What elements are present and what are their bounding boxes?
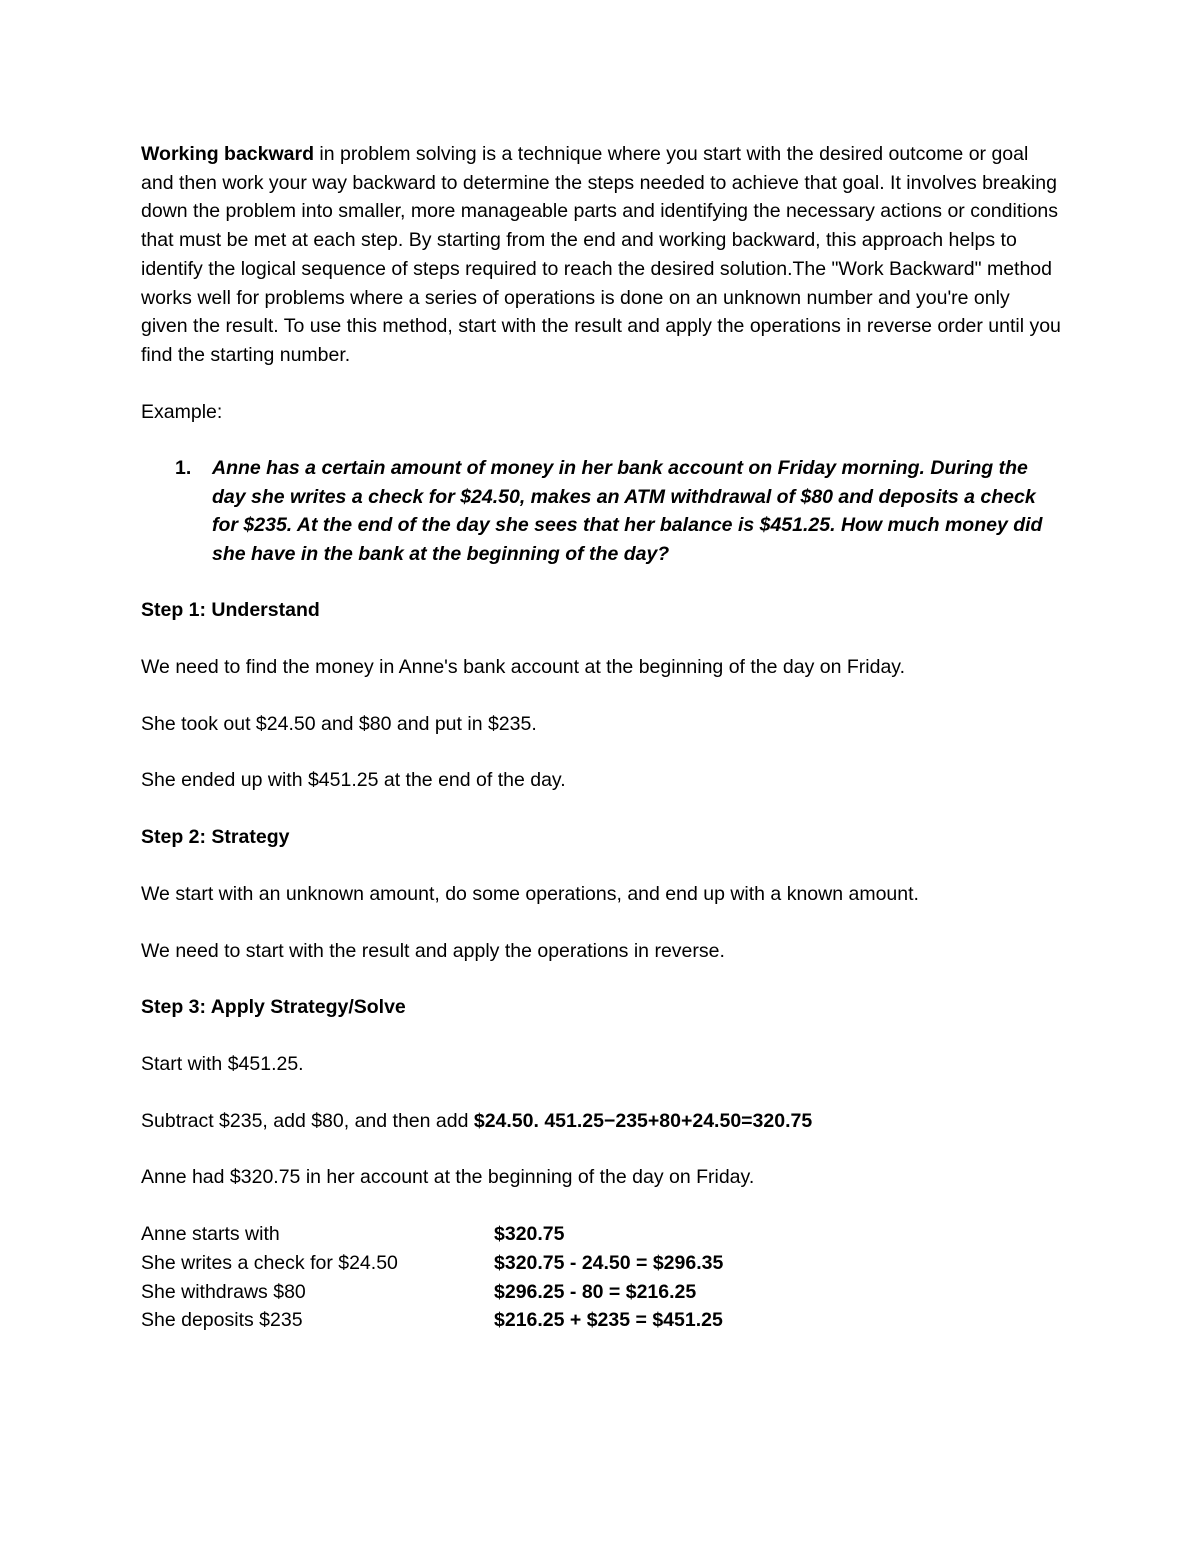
step3-start: Start with $451.25.	[141, 1052, 304, 1075]
check-row	[141, 1249, 1061, 1278]
check-label: She writes a check for $24.50	[141, 1251, 398, 1274]
check-calc: $296.25 - 80 = $216.25	[494, 1280, 697, 1303]
example-label: Example:	[141, 400, 223, 423]
step1-heading: Step 1: Understand	[141, 599, 320, 622]
check-calc: $320.75 - 24.50 = $296.35	[494, 1251, 724, 1274]
check-label: She deposits $235	[141, 1309, 303, 1332]
step3-calculation	[141, 1107, 1061, 1136]
intro-paragraph	[141, 140, 1061, 370]
step2-heading: Step 2: Strategy	[141, 826, 290, 849]
check-row	[141, 1306, 1061, 1335]
step3-calculation-equation: $24.50. 451.25−235+80+24.50=320.75	[473, 1109, 813, 1132]
check-row	[141, 1220, 1061, 1249]
problem-text: Anne has a certain amount of money in her bank account on Friday morning. During the day she writes a check for $24.50, makes an ATM withdrawal of $80 and deposits a check for $235. At the end of the day she sees that her balance is $451.25. How much money did she have in the bank at the beginning of the day?	[212, 457, 1043, 565]
intro-term: Working backward	[141, 143, 315, 165]
check-calc: $216.25 + $235 = $451.25	[494, 1309, 723, 1332]
check-row	[141, 1278, 1061, 1307]
intro-text: in problem solving is a technique where you start with the desired outcome or goal and then work your way backward to determine the steps needed to achieve that goal. It involves breaking down the problem into smaller, more manageable parts and identifying the necessary actions or conditions that must be met at each step. By starting from the end and working backward, this approach helps to identify the logical sequence of steps required to reach the desired solution.The "Work Backward" method works well for problems where a series of operations is done on an unknown number and you're only given the result. To use this method, start with the result and apply the operations in reverse order until you find the starting number.	[141, 143, 1061, 366]
problem-item	[141, 454, 1061, 568]
check-calc: $320.75	[494, 1223, 565, 1246]
step2-line: We start with an unknown amount, do some operations, and end up with a known amount.	[141, 882, 919, 905]
step2-line: We need to start with the result and apply the operations in reverse.	[141, 939, 725, 962]
check-label: Anne starts with	[141, 1223, 280, 1246]
step3-conclusion: Anne had $320.75 in her account at the beginning of the day on Friday.	[141, 1166, 755, 1189]
document-page	[141, 140, 1061, 1335]
step1-line: She ended up with $451.25 at the end of the day.	[141, 769, 566, 792]
step3-heading: Step 3: Apply Strategy/Solve	[141, 996, 406, 1019]
step3-calculation-text: Subtract $235, add $80, and then add	[141, 1109, 474, 1132]
step1-line: We need to find the money in Anne's bank account at the beginning of the day on Friday.	[141, 656, 906, 679]
step1-line: She took out $24.50 and $80 and put in $235.	[141, 712, 537, 735]
problem-number: 1.	[175, 457, 192, 480]
check-table	[141, 1220, 1061, 1335]
check-label: She withdraws $80	[141, 1280, 306, 1303]
